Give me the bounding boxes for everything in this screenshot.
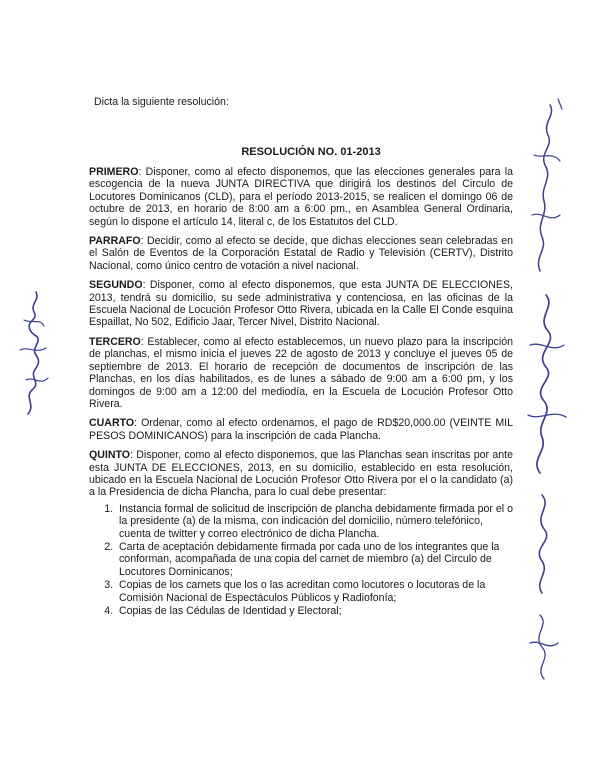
paragraph-label: TERCERO: [89, 335, 141, 348]
list-item: 2. Carta de aceptación debidamente firmada por cada uno de los integrantes que la conforman, acompañada de una copia del carnet de miembro (a) del Circulo de Locutores Dominicanos;: [116, 541, 513, 578]
left-margin-signature: [6, 290, 56, 420]
paragraph-text: : Establecer, como al efecto establecemos, un nuevo plazo para la inscripción de planchas, el mismo inicia el jueves 22 de agosto de 2013 y concluye el jueves 05 de septiembre de 2013. El horario de recepción de documentos de inscripción de las Planchas, en los días habilitados, es de lunes a sábado de 9:00 am a 6:00 pm, y los domingos de 9:00 am a 12:00 del mediodía, en la Escuela de Locución Profesor Otto Rivera.: [89, 335, 513, 410]
right-margin-signatures: [512, 95, 582, 695]
paragraph-text: : Ordenar, como al efecto ordenamos, el pago de RD$20,000.00 (VEINTE MIL PESOS DOMINICANOS) para la inscripción de cada Plancha.: [89, 417, 513, 442]
list-item: 4. Copias de las Cédulas de Identidad y Electoral;: [116, 605, 513, 617]
paragraph-label: SEGUNDO: [89, 279, 143, 292]
paragraph-parrafo: [89, 235, 513, 272]
paragraph-text: : Decidir, como al efecto se decide, que dichas elecciones sean celebradas en el Salón de Eventos de la Corporación Estatal de Radio y Televisión (CERTV), Distrito Nacional, como único centro de votación a nivel nacional.: [89, 235, 513, 272]
list-item: 1. Instancia formal de solicitud de inscripción de plancha debidamente firmada por el o la presidente (a) de la misma, con indicación del domicilio, número telefónico, cuenta de twitter y correo electrónico de dicha Plancha.: [116, 503, 513, 540]
requirements-list: [89, 503, 513, 618]
resolution-title: RESOLUCIÓN NO. 01-2013: [241, 146, 381, 158]
paragraph-label: PARRAFO: [89, 235, 141, 248]
paragraph-quinto: [89, 449, 513, 499]
paragraph-label: PRIMERO: [89, 166, 139, 178]
paragraph-segundo: [89, 279, 513, 329]
paragraph-cuarto: [89, 417, 513, 442]
list-item: 3. Copias de los carnets que los o las acreditan como locutores o locutoras de la Comisión Nacional de Espectáculos Públicos y Radiofonía;: [116, 579, 513, 604]
paragraph-label: CUARTO: [89, 417, 135, 430]
paragraph-primero: [89, 166, 513, 228]
paragraph-label: QUINTO: [89, 449, 131, 462]
resolution-body: [89, 166, 513, 618]
paragraph-tercero: [89, 336, 513, 410]
intro-line: Dicta la siguiente resolución:: [94, 96, 229, 108]
paragraph-text: : Disponer, como al efecto disponemos, que las Planchas sean inscritas por ante esta JUNTA DE ELECCIONES, 2013, en su domicilio, establecido en esta resolución, ubicado en la Escuela Nacional de Locución Profesor Otto Rivera por el o la candidato (a) a la Presidencia de dicha Plancha, para lo cual debe presentar:: [89, 449, 513, 499]
paragraph-text: : Disponer, como al efecto disponemos, que las elecciones generales para la escogencia de la nueva JUNTA DIRECTIVA que dirigirá los destinos del Circulo de Locutores Dominicanos (CLD), para el período 2013-2015, se realicen el domingo 06 de octubre de 2013, en horario de 8:00 am a 6:00 pm., en Asamblea General Ordinaria, según lo dispone el artículo 14, literal c, de los Estatutos del CLD.: [89, 166, 513, 228]
paragraph-text: : Disponer, como al efecto disponemos, que esta JUNTA DE ELECCIONES, 2013, tendrá su domicilio, su sede administrativa y contenciosa, en las oficinas de la Escuela Nacional de Locución Profesor Otto Rivera, ubicada en la Calle El Conde esquina Espaillat, No 502, Edificio Jaar, Tercer Nivel, Distrito Nacional.: [89, 279, 513, 329]
